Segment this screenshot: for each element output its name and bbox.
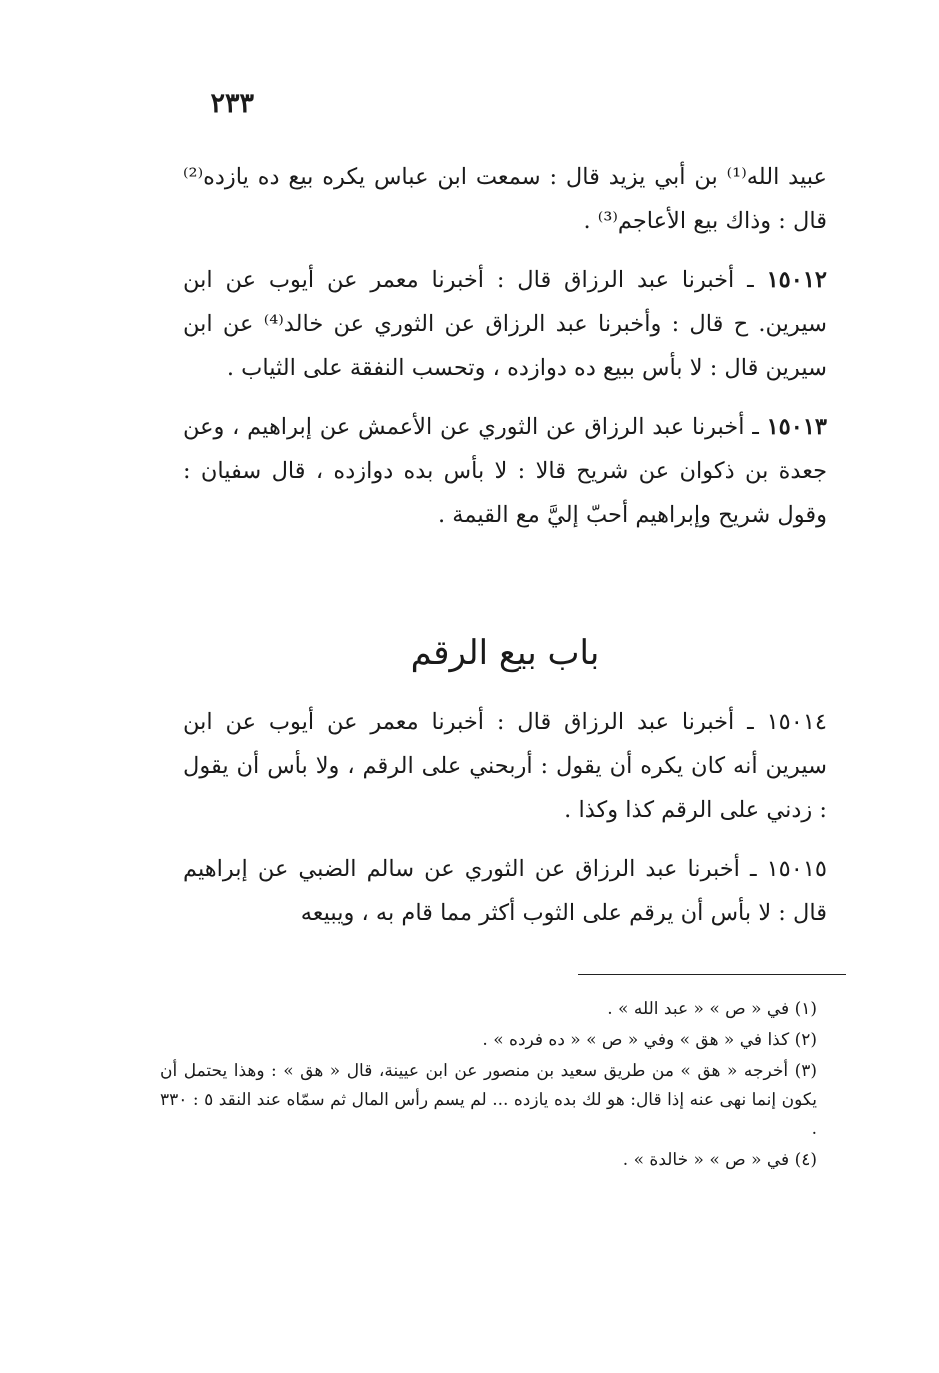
hadith-15014 [183,700,827,832]
footnote-3: (٣) أخرجه « هق » من طريق سعيد بن منصور عن ابن عيينة، قال « هق » : وهذا يحتمل أن يكون إنما نهى عنه إذا قال: هو لك بده يازده ... لم يسم رأس المال ثم سمّاه عند النقد ٥ : ٣٣٠ . [160,1061,818,1139]
page-number: ٢٣٣ [210,88,254,119]
chapter-heading: باب بيع الرقم [410,633,600,673]
main-text [183,155,827,552]
paragraph-text: ـ أخبرنا عبد الرزاق قال : أخبرنا معمر عن أيوب عن ابن سيرين أنه كان يكره أن يقول : أربحني على الرقم ، ولا بأس أن يقول : زدني على الرقم كذا وكذا . [183,709,827,823]
paragraph-text: ـ أخبرنا عبد الرزاق عن الثوري عن الأعمش عن إبراهيم ، وعن جعدة بن ذكوان عن شريح قالا : لا بأس بده دوازده ، قال سفيان : وقول شريح وإبراهيم أحبّ إليَّ مع القيمة . [183,414,827,528]
hadith-15013 [183,405,827,537]
hadith-15015 [183,847,827,935]
paragraph-continued [183,155,827,243]
main-text-chapter [183,700,827,950]
footnote-1: (١) في « ص » « عبد الله » . [607,999,817,1019]
footnote-2: (٢) كذا في « هق » وفي « ص » « ده فرده » . [482,1030,817,1050]
hadith-15012 [183,258,827,390]
hadith-number: ١٥٠١٤ [766,709,827,735]
footnote-4: (٤) في « ص » « خالدة » . [622,1150,817,1170]
hadith-number: ١٥٠١٢ [766,267,827,293]
hadith-number: ١٥٠١٣ [766,414,827,440]
footnote-divider [578,974,846,975]
paragraph-text: ـ أخبرنا عبد الرزاق قال : أخبرنا معمر عن أيوب عن ابن سيرين. ح قال : وأخبرنا عبد الرزاق عن الثوري عن خالد⁽⁴⁾ عن ابن سيرين قال : لا بأس ببيع ده دوازده ، وتحسب النفقة على الثياب . [183,267,827,381]
paragraph-text: ـ أخبرنا عبد الرزاق عن الثوري عن سالم الضبي عن إبراهيم قال : لا بأس أن يرقم على الثوب أكثر مما قام به ، ويبيعه [183,856,827,926]
hadith-number: ١٥٠١٥ [766,856,827,882]
paragraph-text: عبيد الله⁽¹⁾ بن أبي يزيد قال : سمعت ابن عباس يكره بيع ده يازده⁽²⁾ قال : وذاك بيع الأعاجم⁽³⁾ . [183,164,827,234]
footnotes [160,995,817,1177]
